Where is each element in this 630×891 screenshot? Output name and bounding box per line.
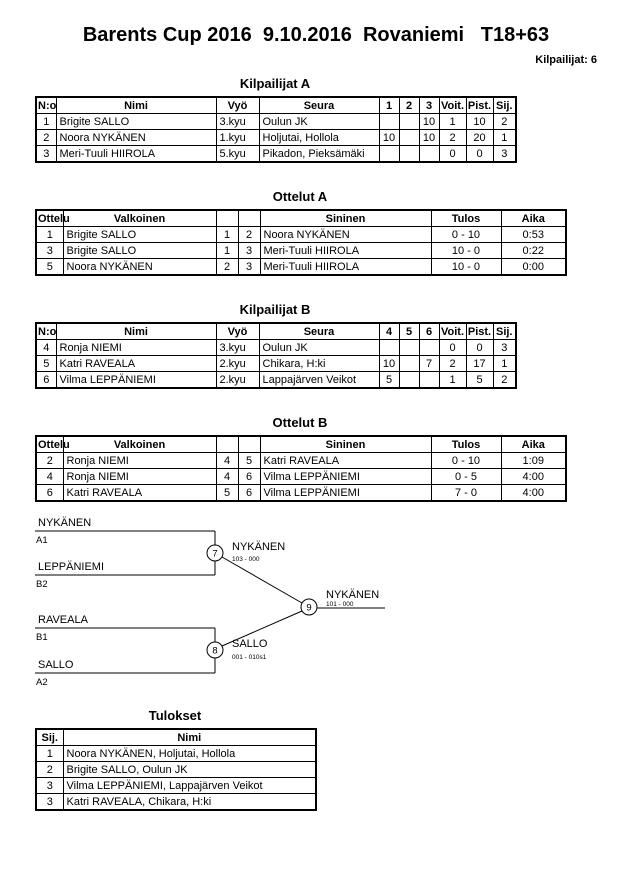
table-cell: [419, 146, 439, 163]
table-cell: 1: [36, 114, 56, 130]
bracket-diagram: [35, 514, 595, 706]
bracket-entry-name: LEPPÄNIEMI: [38, 561, 105, 573]
table-cell: 0: [466, 146, 493, 163]
table-cell: 0:22: [501, 243, 566, 259]
table-row: [36, 259, 566, 276]
section-title-ottelut-b: Ottelut B: [272, 415, 328, 430]
bracket-match-number: 8: [212, 645, 218, 657]
header-row: [36, 729, 316, 746]
table-cell: 0 - 10: [431, 227, 501, 243]
table-cell: 2: [493, 372, 516, 389]
table-row: [36, 372, 516, 389]
table-row: [36, 227, 566, 243]
bracket-score: 103 - 000: [232, 556, 260, 563]
table-body: [36, 227, 566, 276]
col-header-nimi: Nimi: [56, 323, 216, 340]
table-cell: 0: [439, 146, 466, 163]
table-cell: 17: [466, 356, 493, 372]
table-cell: Noora NYKÄNEN: [56, 130, 216, 146]
table-cell: [399, 114, 419, 130]
table-cell: 2: [36, 130, 56, 146]
table-cell: 4: [36, 469, 63, 485]
table-cell: 5.kyu: [216, 146, 259, 163]
table-body: [36, 114, 516, 163]
table-cell: 2: [493, 114, 516, 130]
kilpailijat-b-table: [35, 322, 517, 389]
col-header-tulos: Tulos: [431, 210, 501, 227]
ottelut-a-table: [35, 209, 567, 276]
table-cell: [399, 340, 419, 356]
table-cell: Pikadon, Pieksämäki: [259, 146, 379, 163]
table-cell: 1: [439, 372, 466, 389]
table-cell: 1: [493, 130, 516, 146]
table-cell: 10: [419, 114, 439, 130]
col-header-vyo: Vyö: [216, 97, 259, 114]
table-cell: Chikara, H:ki: [259, 356, 379, 372]
table-cell: 2: [36, 762, 63, 778]
table-cell: Ronja NIEMI: [63, 453, 216, 469]
table-row: [36, 146, 516, 163]
col-header-blank-1: [216, 210, 238, 227]
tulokset-table: [35, 728, 317, 811]
table-cell: 0: [439, 340, 466, 356]
table-cell: Brigite SALLO: [56, 114, 216, 130]
table-cell: 10: [379, 356, 399, 372]
section-title-tulokset: Tulokset: [148, 708, 202, 723]
table-cell: 6: [238, 485, 260, 502]
table-cell: Ronja NIEMI: [56, 340, 216, 356]
bracket-seed-label: B1: [36, 632, 48, 643]
col-header-vyo: Vyö: [216, 323, 259, 340]
bracket-match-number: 9: [306, 602, 312, 614]
table-row: [36, 243, 566, 259]
table-cell: 6: [238, 469, 260, 485]
table-cell: 3: [238, 243, 260, 259]
col-header-3: 3: [419, 97, 439, 114]
kilpailijat-a-table: [35, 96, 517, 163]
bracket-match-number: 7: [212, 548, 218, 560]
col-header-2: 2: [399, 97, 419, 114]
table-cell: 3.kyu: [216, 340, 259, 356]
section-title-kilpailijat-b: Kilpailijat B: [239, 302, 311, 317]
table-cell: Noora NYKÄNEN, Holjutai, Hollola: [63, 746, 316, 762]
section-title-ottelut-a: Ottelut A: [272, 189, 328, 204]
table-cell: 5: [36, 259, 63, 276]
col-header-seura: Seura: [259, 97, 379, 114]
table-cell: Ronja NIEMI: [63, 469, 216, 485]
col-header-tulos: Tulos: [431, 436, 501, 453]
section-title-kilpailijat-a: Kilpailijat A: [239, 76, 311, 91]
ottelut-b-table: [35, 435, 567, 502]
col-header-sij: Sij.: [493, 323, 516, 340]
bracket-winner-name: NYKÄNEN: [232, 541, 286, 553]
col-header-valkoinen: Valkoinen: [63, 436, 216, 453]
bracket-line: [222, 557, 302, 603]
table-body: [36, 453, 566, 502]
table-cell: [419, 372, 439, 389]
table-row: [36, 356, 516, 372]
col-header-voit: Voit.: [439, 323, 466, 340]
table-row: [36, 794, 316, 811]
table-cell: 2: [439, 130, 466, 146]
table-cell: Meri-Tuuli HIIROLA: [260, 243, 431, 259]
bracket-entry-name: RAVEALA: [38, 614, 88, 626]
table-row: [36, 130, 516, 146]
table-cell: [419, 340, 439, 356]
bracket-score: 001 - 010s1: [232, 654, 267, 661]
col-header-aika: Aika: [501, 436, 566, 453]
table-cell: 1: [36, 227, 63, 243]
table-cell: Holjutai, Hollola: [259, 130, 379, 146]
table-cell: 2: [36, 453, 63, 469]
table-row: [36, 340, 516, 356]
table-cell: Meri-Tuuli HIIROLA: [260, 259, 431, 276]
header-row: [36, 97, 516, 114]
table-cell: 0: [466, 340, 493, 356]
table-cell: 6: [36, 372, 56, 389]
header-row: [36, 210, 566, 227]
col-header-aika: Aika: [501, 210, 566, 227]
col-header-sininen: Sininen: [260, 210, 431, 227]
table-cell: Katri RAVEALA, Chikara, H:ki: [63, 794, 316, 811]
table-cell: 4:00: [501, 485, 566, 502]
table-cell: Oulun JK: [259, 340, 379, 356]
table-cell: 0:53: [501, 227, 566, 243]
col-header-sij: Sij.: [493, 97, 516, 114]
col-header-6: 6: [419, 323, 439, 340]
bracket-seed-label: A1: [36, 535, 48, 546]
table-cell: 1: [216, 243, 238, 259]
table-cell: 1:09: [501, 453, 566, 469]
col-header-5: 5: [399, 323, 419, 340]
table-cell: 0 - 10: [431, 453, 501, 469]
table-cell: Vilma LEPPÄNIEMI: [260, 485, 431, 502]
col-header-1: 1: [379, 97, 399, 114]
table-cell: 1: [216, 227, 238, 243]
table-cell: [399, 356, 419, 372]
table-cell: Vilma LEPPÄNIEMI: [260, 469, 431, 485]
table-body: [36, 746, 316, 811]
table-cell: 6: [36, 485, 63, 502]
col-header-valkoinen: Valkoinen: [63, 210, 216, 227]
table-cell: 2.kyu: [216, 356, 259, 372]
table-cell: 5: [216, 485, 238, 502]
col-header-no: N:o: [36, 97, 56, 114]
table-row: [36, 746, 316, 762]
table-cell: Meri-Tuuli HIIROLA: [56, 146, 216, 163]
col-header-ottelu: Ottelu: [36, 210, 63, 227]
bracket-seed-label: B2: [36, 579, 48, 590]
table-cell: 1: [493, 356, 516, 372]
table-cell: 5: [379, 372, 399, 389]
table-body: [36, 340, 516, 389]
table-cell: 2: [216, 259, 238, 276]
table-cell: 10: [379, 130, 399, 146]
col-header-voit: Voit.: [439, 97, 466, 114]
table-cell: Brigite SALLO, Oulun JK: [63, 762, 316, 778]
table-cell: 3: [493, 340, 516, 356]
col-header-blank-1: [216, 436, 238, 453]
table-cell: 3: [238, 259, 260, 276]
col-header-4: 4: [379, 323, 399, 340]
table-cell: Vilma LEPPÄNIEMI: [56, 372, 216, 389]
table-cell: 7 - 0: [431, 485, 501, 502]
col-header-ottelu: Ottelu: [36, 436, 63, 453]
table-cell: Vilma LEPPÄNIEMI, Lappajärven Veikot: [63, 778, 316, 794]
table-cell: Katri RAVEALA: [63, 485, 216, 502]
table-cell: 3.kyu: [216, 114, 259, 130]
col-header-blank-2: [238, 436, 260, 453]
table-cell: 2: [238, 227, 260, 243]
table-cell: 10 - 0: [431, 243, 501, 259]
table-cell: [379, 340, 399, 356]
table-cell: 5: [238, 453, 260, 469]
col-header-no: N:o: [36, 323, 56, 340]
table-cell: 1: [36, 746, 63, 762]
table-cell: 10: [466, 114, 493, 130]
table-cell: 1.kyu: [216, 130, 259, 146]
table-cell: [399, 146, 419, 163]
bracket-seed-label: A2: [36, 677, 48, 688]
table-cell: 0 - 5: [431, 469, 501, 485]
table-cell: 3: [36, 243, 63, 259]
table-cell: 1: [439, 114, 466, 130]
table-cell: Katri RAVEALA: [260, 453, 431, 469]
header-row: [36, 323, 516, 340]
table-cell: 4: [216, 453, 238, 469]
col-header-nimi: Nimi: [63, 729, 316, 746]
table-cell: [379, 114, 399, 130]
table-cell: 4: [36, 340, 56, 356]
table-cell: Lappajärven Veikot: [259, 372, 379, 389]
table-cell: 3: [36, 778, 63, 794]
table-cell: [379, 146, 399, 163]
col-header-nimi: Nimi: [56, 97, 216, 114]
table-cell: [399, 130, 419, 146]
table-cell: Brigite SALLO: [63, 227, 216, 243]
table-cell: 3: [36, 794, 63, 811]
col-header-seura: Seura: [259, 323, 379, 340]
table-cell: 4:00: [501, 469, 566, 485]
table-cell: 10 - 0: [431, 259, 501, 276]
table-cell: Noora NYKÄNEN: [260, 227, 431, 243]
col-header-blank-2: [238, 210, 260, 227]
table-cell: 3: [493, 146, 516, 163]
table-cell: 2: [439, 356, 466, 372]
table-row: [36, 778, 316, 794]
table-cell: 2.kyu: [216, 372, 259, 389]
table-cell: 5: [36, 356, 56, 372]
header-row: [36, 436, 566, 453]
table-cell: 3: [36, 146, 56, 163]
col-header-sininen: Sininen: [260, 436, 431, 453]
table-cell: Noora NYKÄNEN: [63, 259, 216, 276]
bracket-entry-name: SALLO: [38, 659, 74, 671]
table-cell: 0:00: [501, 259, 566, 276]
table-cell: 7: [419, 356, 439, 372]
col-header-pist: Pist.: [466, 323, 493, 340]
table-cell: 4: [216, 469, 238, 485]
competitors-count: Kilpailijat: 6: [535, 54, 597, 66]
table-cell: Katri RAVEALA: [56, 356, 216, 372]
table-cell: Oulun JK: [259, 114, 379, 130]
col-header-sij: Sij.: [36, 729, 63, 746]
page-title: Barents Cup 2016 9.10.2016 Rovaniemi T18+63: [82, 24, 550, 46]
bracket-score: 101 - 000: [326, 601, 354, 608]
table-cell: 5: [466, 372, 493, 389]
table-cell: Brigite SALLO: [63, 243, 216, 259]
col-header-pist: Pist.: [466, 97, 493, 114]
bracket-winner-name: SALLO: [232, 638, 268, 650]
table-cell: 10: [419, 130, 439, 146]
table-cell: [399, 372, 419, 389]
bracket-winner-name: NYKÄNEN: [326, 589, 380, 601]
table-row: [36, 762, 316, 778]
table-row: [36, 485, 566, 502]
table-row: [36, 453, 566, 469]
bracket-entry-name: NYKÄNEN: [38, 517, 92, 529]
table-cell: 20: [466, 130, 493, 146]
table-row: [36, 469, 566, 485]
table-row: [36, 114, 516, 130]
